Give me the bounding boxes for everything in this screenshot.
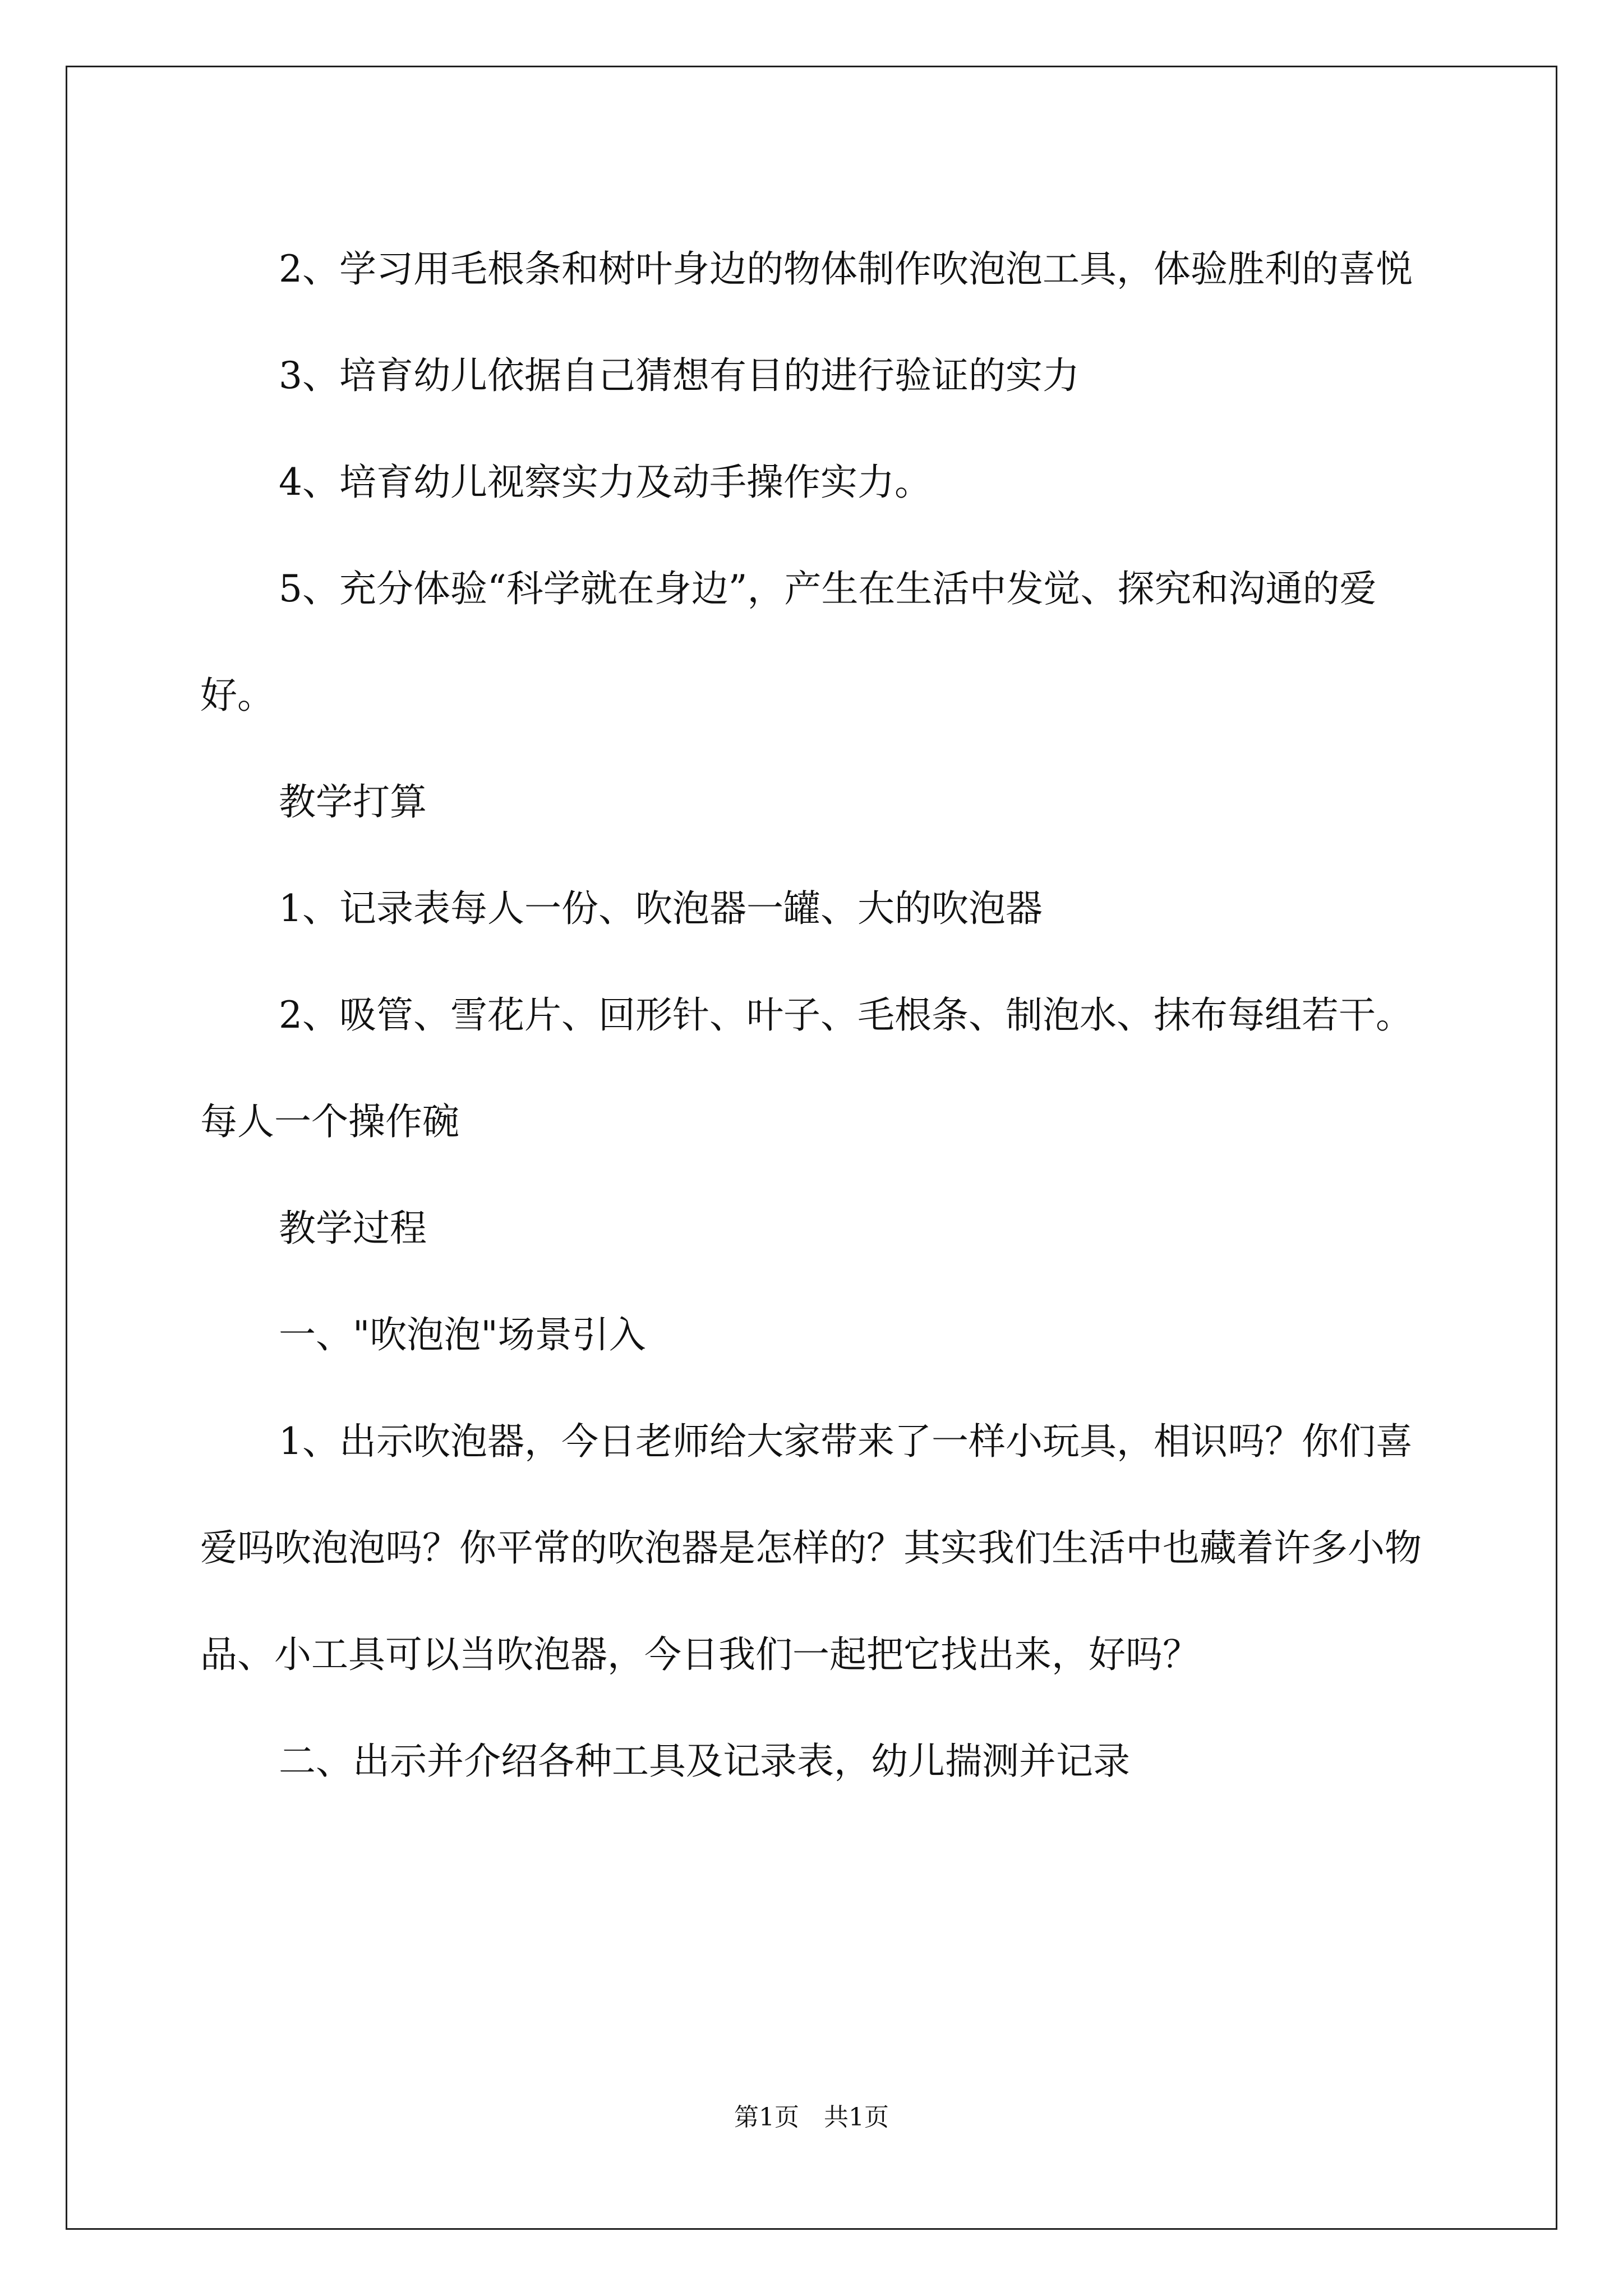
paragraph: 1、记录表每人一份、吹泡器一罐、大的吹泡器 [279,887,1043,930]
paragraph: 一、"吹泡泡"场景引入 [279,1313,646,1356]
section-heading: 教学过程 [279,1207,427,1250]
paragraph: 5、充分体验“科学就在身边”，产生在生活中发觉、探究和沟通的爱好。 [200,567,1377,717]
paragraph: 2、学习用毛根条和树叶身边的物体制作吹泡泡工具，体验胜利的喜悦 [279,247,1413,291]
page-footer: 第1页 共1页 [734,2103,889,2132]
document-body [200,216,1423,1815]
paragraph: 3、培育幼儿依据自己猜想有目的进行验证的实力 [279,354,1080,397]
paragraph: 1、出示吹泡器，今日老师给大家带来了一样小玩具，相识吗？你们喜爱吗吹泡泡吗？你平常的吹泡器是怎样的？其实我们生活中也藏着许多小物品、小工具可以当吹泡器，今日我们一起把它找出来，好吗？ [200,1420,1422,1676]
section-heading: 教学打算 [279,780,427,823]
paragraph: 二、出示并介绍各种工具及记录表，幼儿揣测并记录 [279,1740,1130,1783]
paragraph: 4、培育幼儿视察实力及动手操作实力。 [279,461,932,504]
paragraph: 2、吸管、雪花片、回形针、叶子、毛根条、制泡水、抹布每组若干。每人一个操作碗 [200,993,1413,1143]
